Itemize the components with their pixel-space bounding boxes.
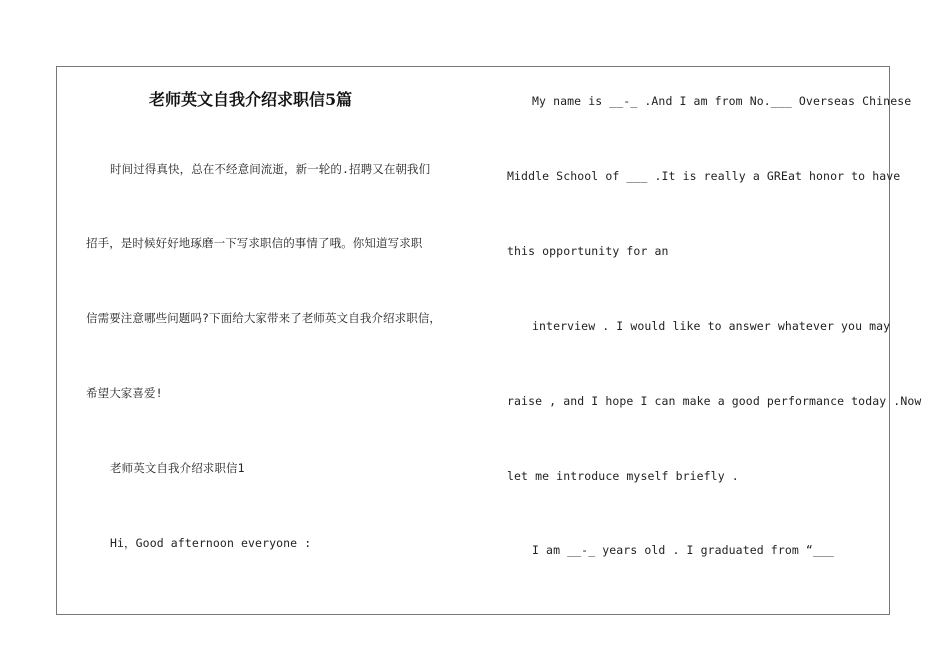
section-heading: 老师英文自我介绍求职信1	[110, 461, 245, 475]
left-paragraph-line: 招手，是时候好好地琢磨一下写求职信的事情了哦。你知道写求职	[86, 236, 423, 250]
greeting-line: Hi，Good afternoon everyone :	[110, 536, 312, 550]
right-paragraph-line: let me introduce myself briefly .	[507, 469, 739, 483]
right-paragraph-line: interview . I would like to answer whatever you may	[532, 319, 891, 333]
left-paragraph-line: 希望大家喜爱!	[86, 386, 163, 400]
right-paragraph-line: Middle School of ___ .It is really a GREat honor to have	[507, 169, 901, 183]
document-title: 老师英文自我介绍求职信5篇	[149, 90, 353, 109]
page-frame	[56, 66, 890, 615]
right-paragraph-line: this opportunity for an	[507, 244, 669, 258]
right-paragraph-line: raise , and I hope I can make a good performance today .Now	[507, 394, 922, 408]
left-paragraph-line: 信需要注意哪些问题吗?下面给大家带来了老师英文自我介绍求职信，	[86, 311, 442, 325]
right-paragraph-line: I am __-_ years old . I graduated from “___	[532, 543, 835, 557]
left-paragraph-line: 时间过得真快，总在不经意间流逝，新一轮的.招聘又在朝我们	[110, 162, 431, 176]
right-paragraph-line: My name is __-_ .And I am from No.___ Overseas Chinese	[532, 94, 912, 108]
